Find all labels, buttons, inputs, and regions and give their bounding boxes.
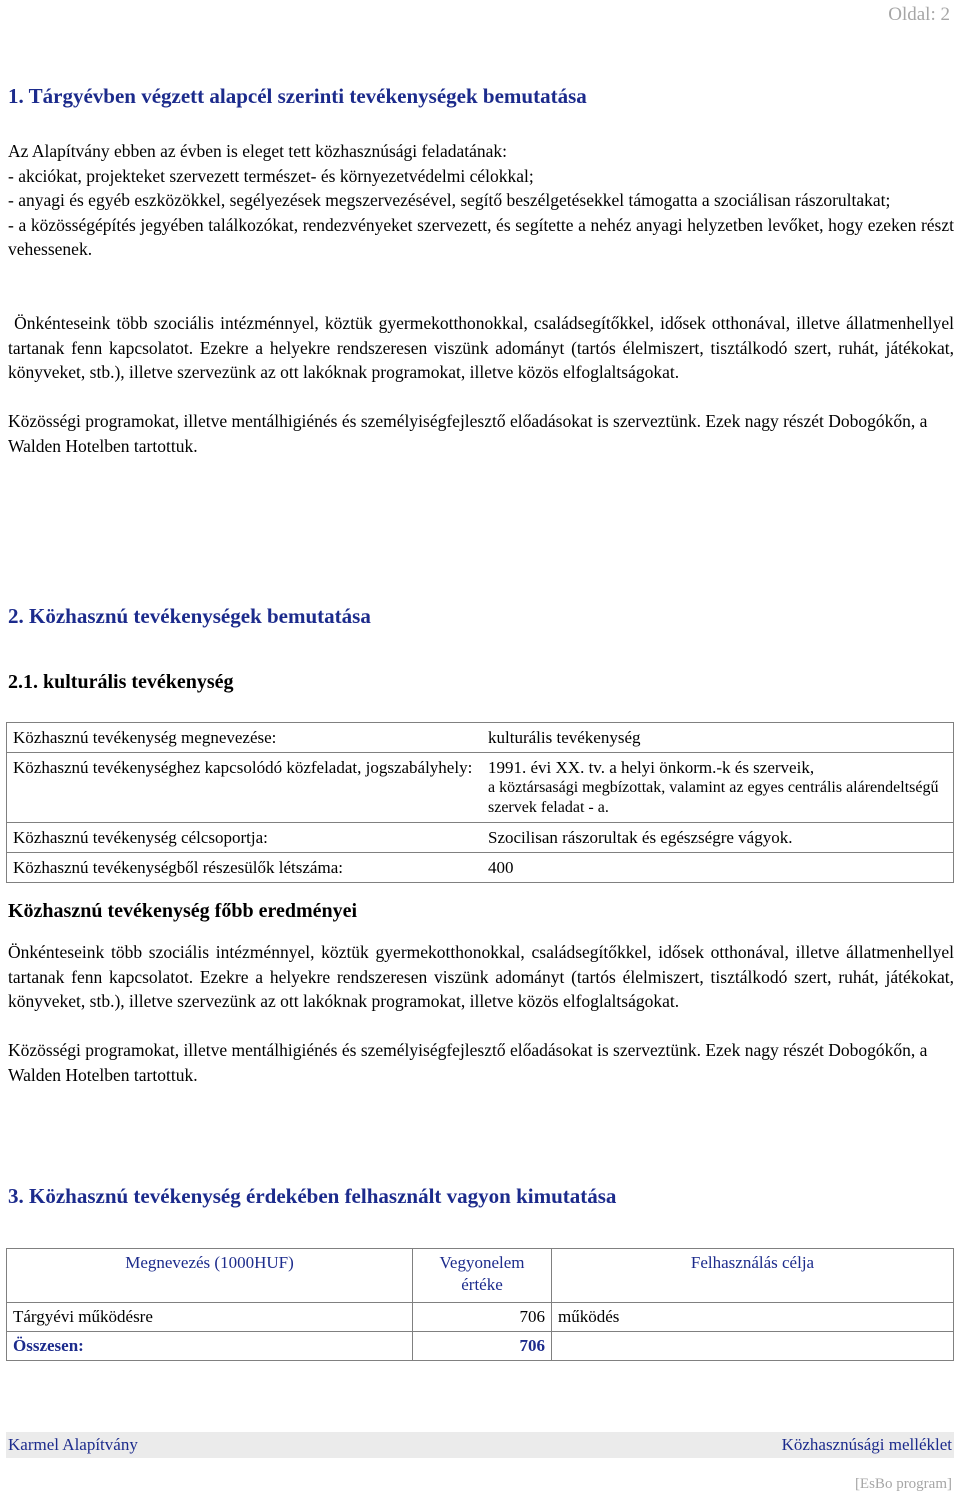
table-row (7, 753, 954, 823)
section2-title: 2. Közhasznú tevékenységek bemutatása (8, 604, 371, 628)
column-header-name: Megnevezés (1000HUF) (7, 1249, 413, 1303)
table-row (7, 1303, 954, 1332)
assets-table (6, 1248, 954, 1361)
target-group-value: Szocilisan rászorultak és egészségre vágyok. (482, 823, 954, 853)
results-paragraph-1: Önkénteseink több szociális intézménnyel, köztük gyermekotthonokkal, családsegítőkkel, idősek otthonával, illetve állatmenhellyel tartanak fenn kapcsolatot. Ezekre a helyekre rendszeresen viszünk adományt (tartós élelmiszert, tisztálkodó szert, ruhát, játékokat, könyveket, stb.), illetve szervezünk az ott lakóknak programokat, illetve közös elfoglaltságokat. (8, 942, 954, 1011)
section1-body (8, 139, 954, 262)
intro-line-1: Az Alapítvány ebben az évben is eleget tett közhasznúsági feladatának: (8, 141, 508, 161)
asset-purpose: működés (552, 1303, 954, 1332)
table-row (7, 723, 954, 753)
public-task-value (482, 753, 954, 823)
bullet-3: - a közösségépítés jegyében találkozókat, rendezvényeket szervezett, és segítette a nehéz anyagi helyzetben levőket, hogy ezeken részt vehessenek. (8, 214, 954, 259)
section1-paragraph-1: Önkénteseink több szociális intézménnyel, köztük gyermekotthonokkal, családsegítőkkel, idősek otthonával, illetve állatmenhellyel tartanak fenn kapcsolatot. Ezekre a helyekre rendszeresen viszünk adományt (tartós élelmiszert, tisztálkodó szert, ruhát, játékokat, könyveket, stb.), illetve szervezünk az ott lakóknak programokat, illetve közös elfoglaltságokat. (8, 313, 959, 382)
column-header-value: Vegyonelem értéke (413, 1249, 552, 1303)
section1-title: 1. Tárgyévben végzett alapcél szerinti tevékenységek bemutatása (8, 84, 587, 108)
total-purpose (552, 1332, 954, 1361)
table-header-row (7, 1249, 954, 1303)
section3-title: 3. Közhasznú tevékenység érdekében felhasznált vagyon kimutatása (8, 1184, 617, 1208)
participants-label: Közhasznú tevékenységből részesülők létszáma: (7, 853, 483, 883)
public-task-value-line-1: 1991. évi XX. tv. a helyi önkorm.-k és szerveik, (488, 758, 815, 777)
section1-paragraph-2: Közösségi programokat, illetve mentálhigiénés és személyiségfejlesztő előadásokat is szerveztünk. Ezek nagy részét Dobogókőn, a Walden Hotelben tartottuk. (8, 411, 928, 456)
intro-line-2: - akciókat, projekteket szervezett természet- és környezetvédelmi célokkal; (8, 165, 534, 186)
section2-subtitle: 2.1. kulturális tevékenység (8, 671, 234, 693)
footer-organization: Karmel Alapítvány (8, 1435, 138, 1454)
activity-info-table (6, 722, 954, 883)
program-credit: [EsBo program] (854, 1476, 952, 1492)
footer-bar (6, 1432, 954, 1458)
page-number: Oldal: 2 (888, 4, 950, 25)
public-task-value-line-2: a köztársasági megbízottak, valamint az egyes centrális alárendeltségű szervek feladat - a. (488, 779, 939, 816)
bullet-2: - anyagi és egyéb eszközökkel, segélyezések megszervezésével, segítő beszélgetésekkel támogatta a szociálisan rászorultakat; (8, 190, 891, 210)
total-value: 706 (413, 1332, 552, 1361)
total-label: Összesen: (7, 1332, 413, 1361)
activity-name-value: kulturális tevékenység (482, 723, 954, 753)
table-total-row (7, 1332, 954, 1361)
target-group-label: Közhasznú tevékenység célcsoportja: (7, 823, 483, 853)
asset-value: 706 (413, 1303, 552, 1332)
table-row (7, 823, 954, 853)
results-title: Közhasznú tevékenység főbb eredményei (8, 900, 358, 922)
asset-name: Tárgyévi működésre (7, 1303, 413, 1332)
participants-value: 400 (482, 853, 954, 883)
footer-document-type: Közhasznúsági melléklet (781, 1435, 952, 1454)
results-paragraph-2: Közösségi programokat, illetve mentálhigiénés és személyiségfejlesztő előadásokat is szerveztünk. Ezek nagy részét Dobogókőn, a Walden Hotelben tartottuk. (8, 1040, 928, 1085)
activity-name-label: Közhasznú tevékenység megnevezése: (7, 723, 483, 753)
table-row (7, 853, 954, 883)
public-task-label: Közhasznú tevékenységhez kapcsolódó közfeladat, jogszabályhely: (7, 753, 483, 823)
column-header-purpose: Felhasználás célja (552, 1249, 954, 1303)
